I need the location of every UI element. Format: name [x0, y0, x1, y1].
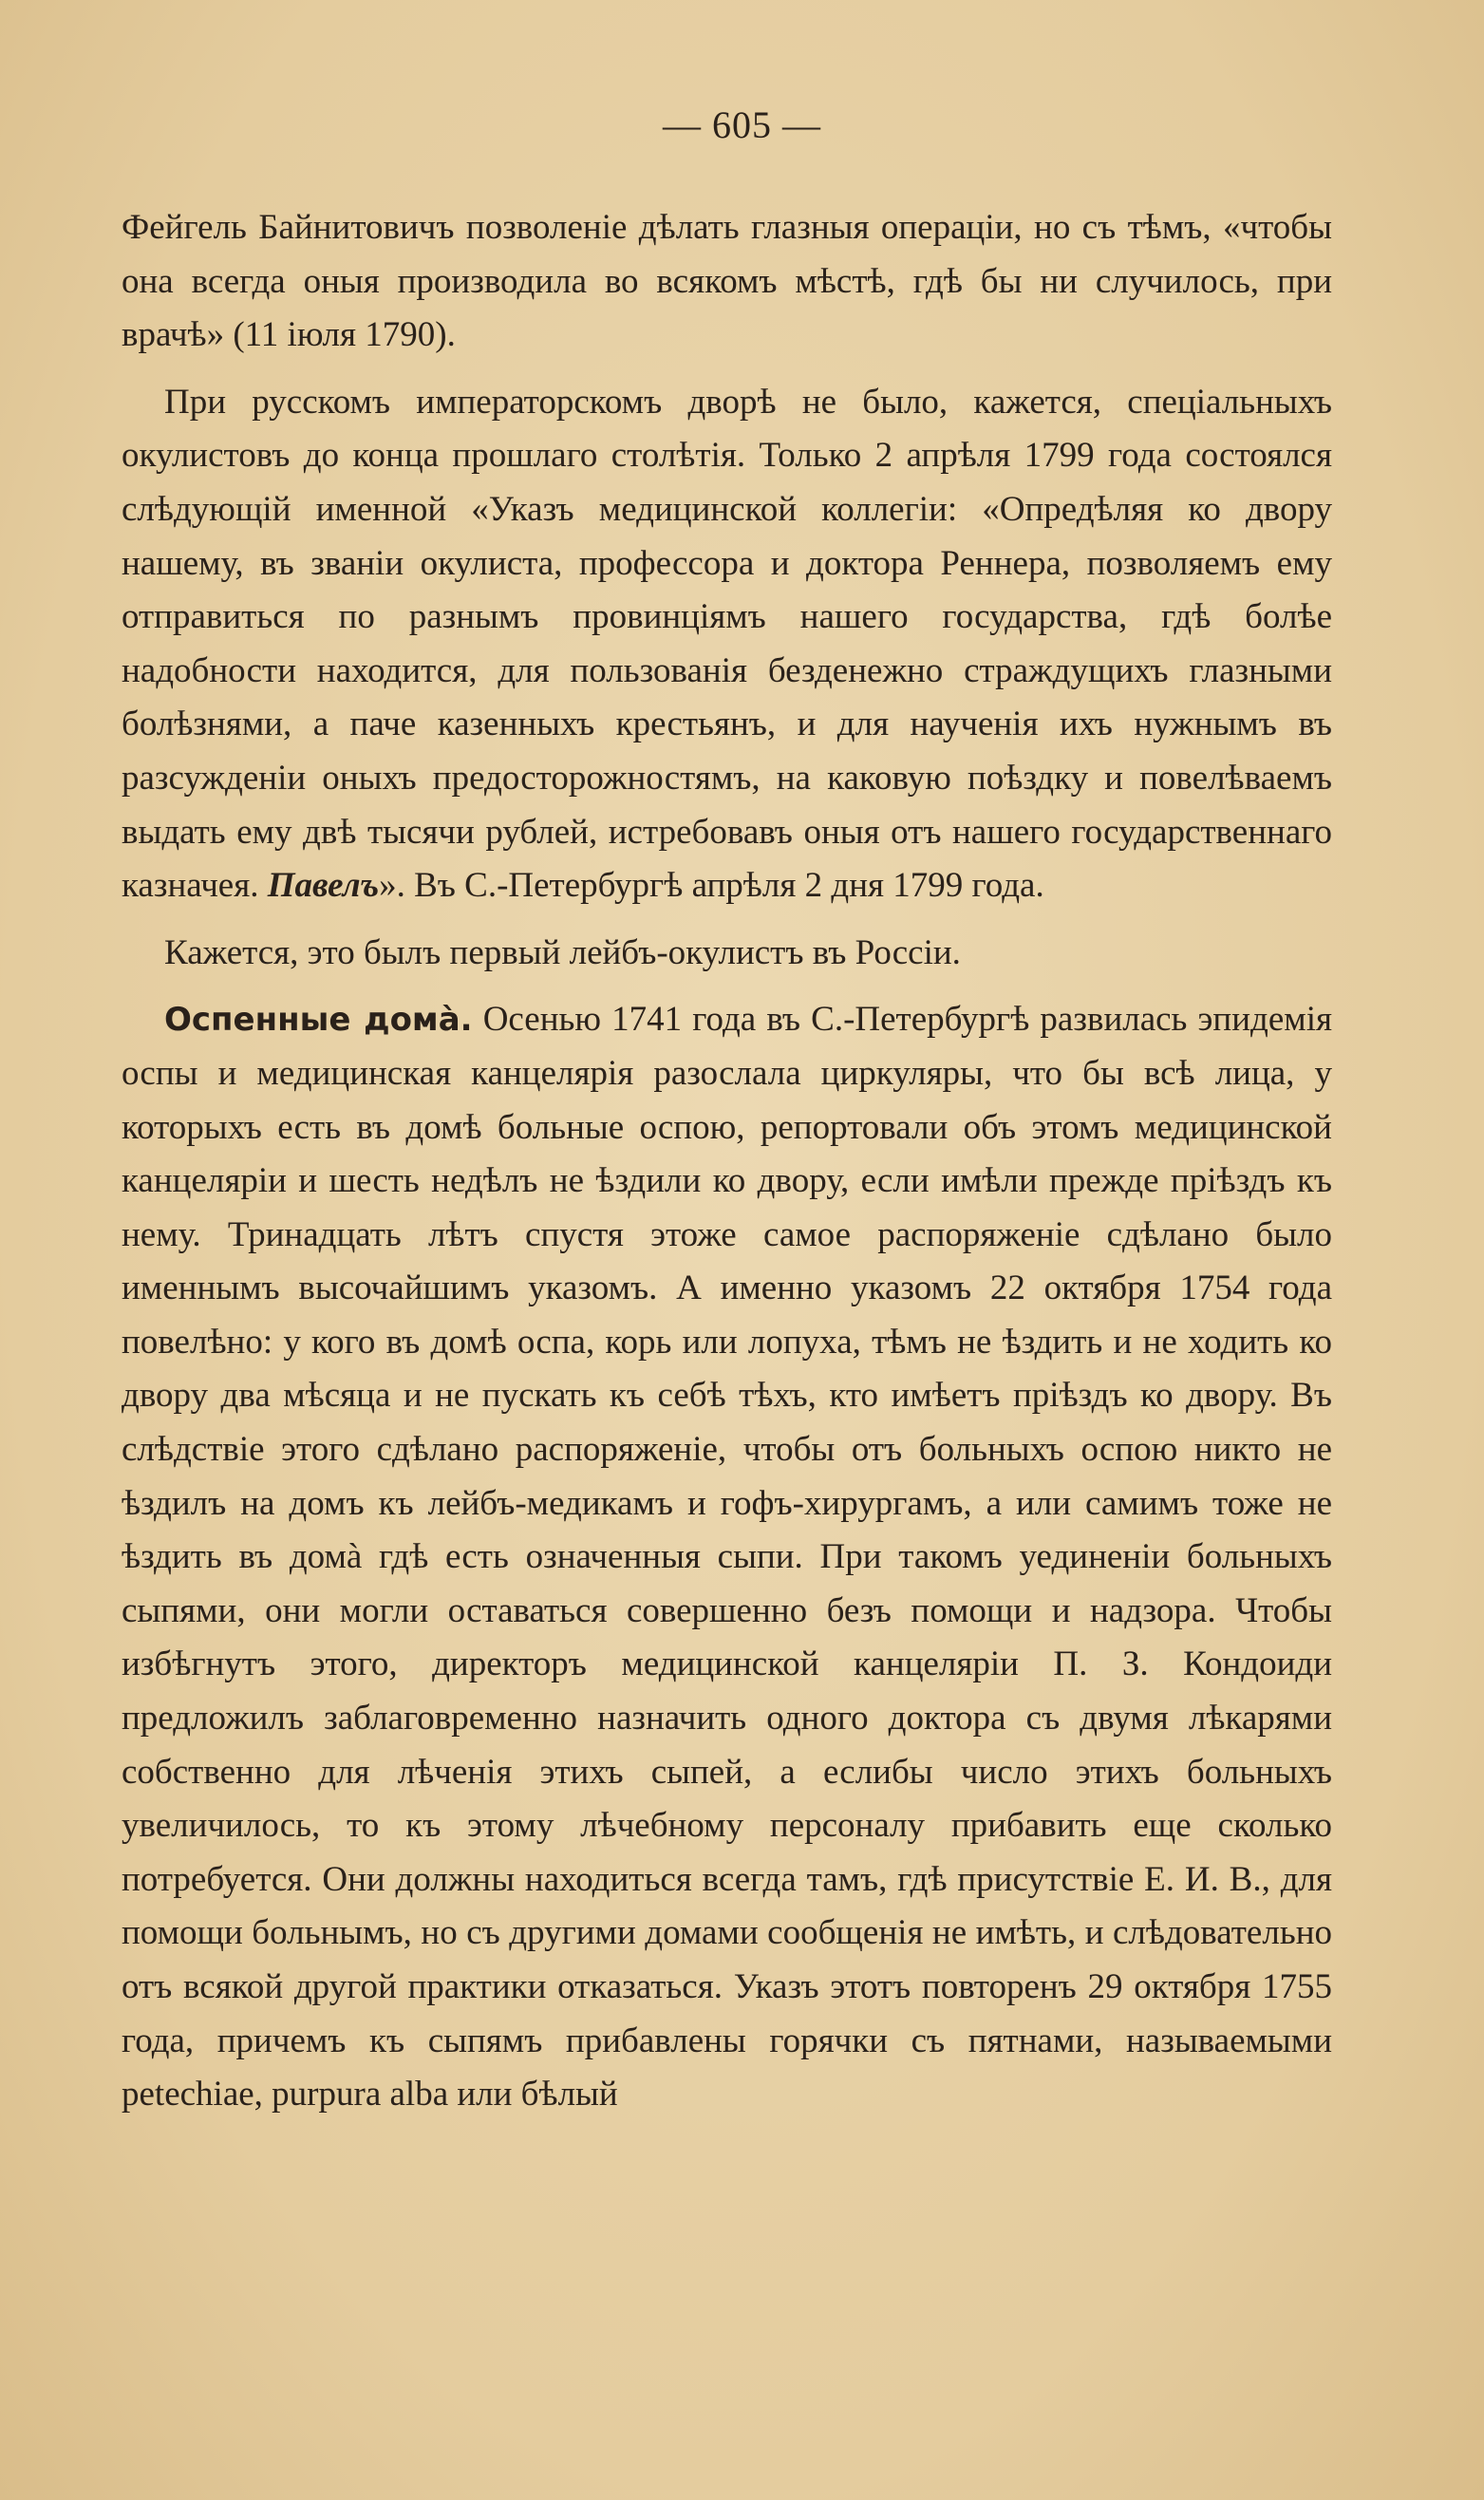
paragraph-2-closing: ». Въ С.-Петербургѣ апрѣля 2 дня 1799 года. [379, 866, 1044, 906]
paragraph-4 [122, 993, 1332, 2121]
page-number: — 605 — [663, 103, 821, 146]
paragraph-4-text: Осенью 1741 года въ С.-Петербургѣ развилась эпидемiя оспы и медицинская канцелярiя разослала циркуляры, что бы всѣ лица, у которыхъ есть въ домѣ больные оспою, репортовали объ этомъ медицинской канцелярiи и шесть недѣлъ не ѣздили ко двору, если имѣли прежде прiѣздъ къ нему. Тринадцать лѣтъ спустя этоже самое распоряженiе сдѣлано было именнымъ высочайшимъ указомъ. А именно указомъ 22 октября 1754 года повелѣно: у кого въ домѣ оспа, корь или лопуха, тѣмъ не ѣздить и не ходить ко двору два мѣсяца и не пускать къ себѣ тѣхъ, кто имѣетъ прiѣздъ ко двору. Въ слѣдствiе этого сдѣлано распоряженiе, чтобы отъ больныхъ оспою никто не ѣздилъ на домъ къ лейбъ-медикамъ и гофъ-хирургамъ, а или самимъ тоже не ѣздить въ домà гдѣ есть означенныя сыпи. При такомъ уединенiи больныхъ сыпями, они могли оставаться совершенно безъ помощи и надзора. Чтобы избѣгнутъ этого, директоръ медицинской канцелярiи П. З. Кондоиди предложилъ заблаговременно назначить одного доктора съ двумя лѣкарями собственно для лѣченiя этихъ сыпей, а еслибы число этихъ больныхъ увеличилось, то къ этому лѣчебному персоналу прибавить еще сколько потребуется. Они должны находиться всегда тамъ, гдѣ присутствiе Е. И. В., для помощи больнымъ, но съ другими домами сообщенiя не имѣть, и слѣдовательно отъ всякой другой практики отказаться. Указъ этотъ повторенъ 29 октября 1755 года, причемъ къ сыпямъ прибавлены горячки съ пятнами, называемыми petechiae, purpura alba или бѣлый [122, 1000, 1332, 2115]
paragraph-1: Фейгель Байнитовичъ позволенiе дѣлать глазныя операцiи, но съ тѣмъ, «чтобы она всегда оныя производила во всякомъ мѣстѣ, гдѣ бы ни случилось, при врачѣ» (11 iюля 1790). [122, 208, 1332, 355]
paragraph-2-text: При русскомъ императорскомъ дворѣ не было, кажется, спецiальныхъ окулистовъ до конца прошлаго столѣтiя. Только 2 апрѣля 1799 года состоялся слѣдующiй именной «Указъ медицинской коллегiи: «Опредѣляя ко двору нашему, въ званiи окулиста, профессора и доктора Реннера, позволяемъ ему отправиться по разнымъ провинцiямъ нашего государства, гдѣ болѣе надобности находится, для пользованiя безденежно страждущихъ глазными болѣзнями, а паче казенныхъ крестьянъ, и для наученiя ихъ нужнымъ въ разсужденiи оныхъ предосторожностямъ, на каковую поѣздку и повелѣваемъ выдать ему двѣ тысячи рублей, истребовавъ оныя отъ нашего государственнаго казначея. [122, 382, 1332, 906]
paragraph-3: Кажется, это былъ первый лейбъ-окулистъ въ Россiи. [164, 932, 961, 972]
paragraph-2 [122, 376, 1332, 913]
body-text [122, 201, 1332, 2135]
signature-pavel: Павелъ [267, 866, 380, 906]
section-heading: Оспенные домà. [164, 1001, 473, 1040]
